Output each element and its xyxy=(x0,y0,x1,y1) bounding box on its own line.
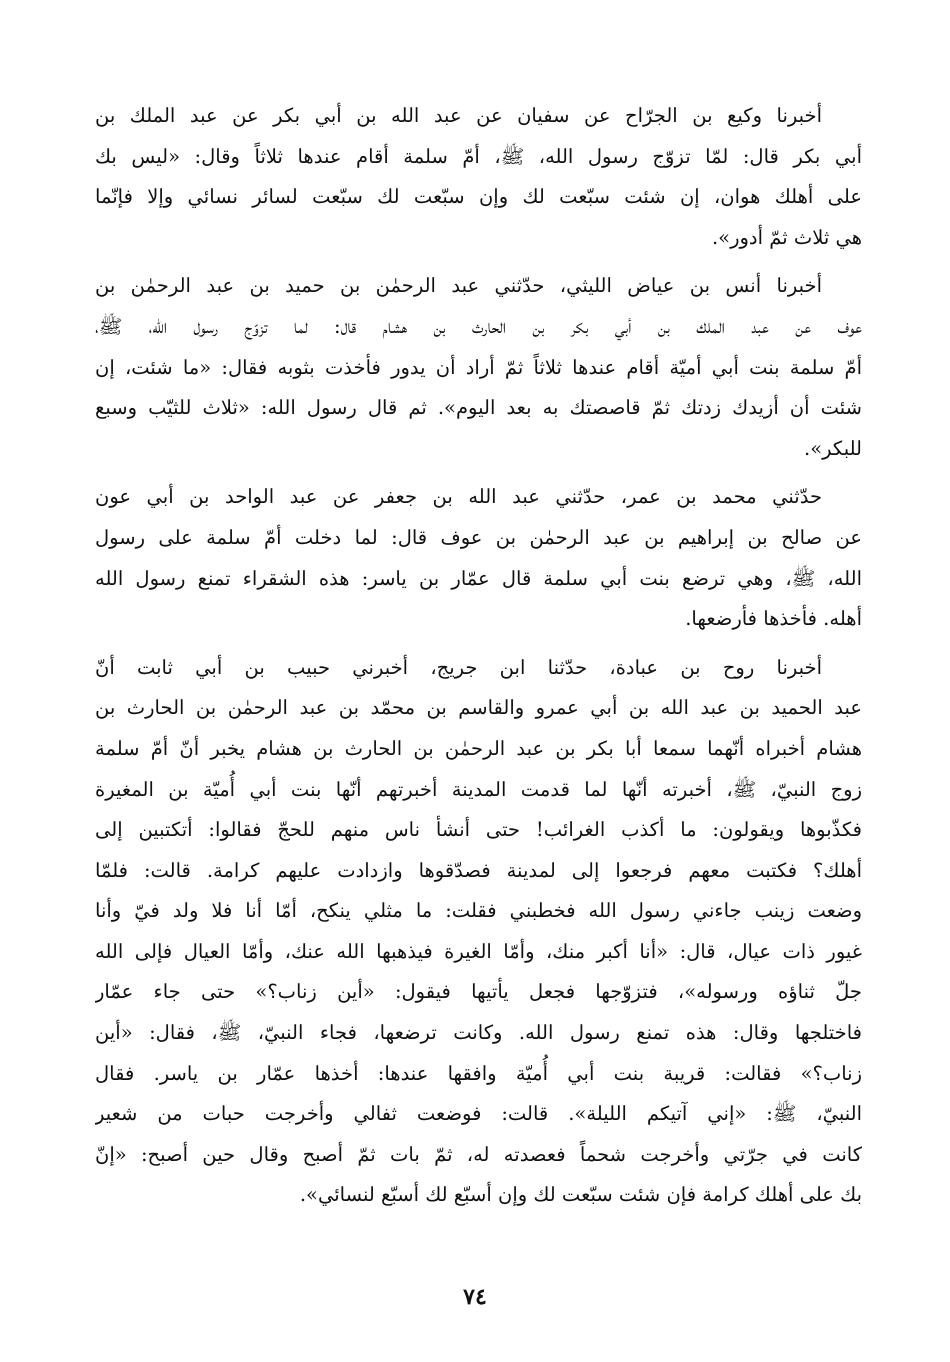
text-line: هشام أخبراه أنّهما سمعا أبا بكر بن عبد الرحمٰن بن الحارث بن هشام يخبر أنّ أمّ سلمة xyxy=(95,736,862,760)
paragraph xyxy=(95,266,862,469)
text-line: فكذّبوها ويقولون: ما أكذب الغرائب! حتى أنشأ ناس منهم للحجّ فقالوا: أتكتبين إلى xyxy=(95,818,862,842)
text-line: أمّ سلمة بنت أبي أميّة أقام عندها ثلاثاً ثمّ أراد أن يدور فأخذت بثوبه فقال: «ما شئت، إن xyxy=(95,355,862,379)
text-line: غيور ذات عيال، قال: «أنا أكبر منك، وأمّا الغيرة فيذهبها الله عنك، وأمّا العيال فإلى الله xyxy=(95,939,862,963)
paragraph xyxy=(95,477,862,639)
text-line: جلّ ثناؤه ورسوله»، فتزوّجها فجعل يأتيها فيقول: «أين زناب؟» حتى جاء عمّار xyxy=(95,980,862,1004)
text-line: أخبرنا وكيع بن الجرّاح عن سفيان عن عبد الله بن أبي بكر عن عبد الملك بن xyxy=(95,104,822,127)
text-line: فاختلجها وقال: هذه تمنع رسول الله. وكانت ترضعها، فجاء النبيّ، ﷺ، فقال: «أين xyxy=(95,1021,862,1045)
text-line: زوج النبيّ، ﷺ، أخبرته أنّها لما قدمت المدينة أخبرتهم أنّها بنت أبي أُميّة بن المغيرة xyxy=(95,777,862,801)
page-number: ٧٤ xyxy=(463,1284,487,1310)
text-line: عبد الحميد بن عبد الله بن أبي عمرو والقاسم بن محمّد بن عبد الرحمٰن بن الحارث بن xyxy=(95,696,862,720)
text-line: على أهلك هوان، إن شئت سبّعت لك وإن سبّعت لك سبّعت لسائر نسائي وإلا فإنّما xyxy=(95,185,862,209)
text-line: أهله. فأخذها فأرضعها. xyxy=(685,607,862,631)
text-line: بك على أهلك كرامة فإن شئت سبّعت لك وإن أسبّع لك أسبّع لنسائي». xyxy=(299,1183,862,1207)
text-line: زناب؟» فقالت: قريبة بنت أبي أُميّة وافقها عندها: أخذها عمّار بن ياسر. فقال xyxy=(95,1061,862,1085)
text-line: أخبرنا روح بن عبادة، حدّثنا ابن جريج، أخبرني حبيب بن أبي ثابت أنّ xyxy=(95,655,822,679)
text-line: النبيّ، ﷺ: «إني آتيكم الليلة». قالت: فوضعت ثفالي وأخرجت حبات من شعير xyxy=(95,1102,862,1126)
text-line: أهلك؟ فكتبت معهم فرجعوا إلى لمدينة فصدّقوها وازدادت عليهم كرامة. قالت: فلمّا xyxy=(95,858,862,882)
text-line: للبكر». xyxy=(804,436,862,460)
text-line: حدّثني محمد بن عمر، حدّثني عبد الله بن جعفر عن عبد الواحد بن أبي عون xyxy=(95,485,822,509)
text-line: شئت أن أزيدك زدتك ثمّ قاصصتك به بعد اليوم». ثم قال رسول الله: «ثلاث للثيّب وسبع xyxy=(95,396,862,420)
paragraph xyxy=(95,648,862,1216)
page-body-text xyxy=(95,96,862,1224)
text-line: كانت في جرّتي وأخرجت شحماً فعصدته له، ثمّ بات ثمّ أصبح وقال حين أصبح: «إنّ xyxy=(95,1142,862,1166)
text-line: أبي بكر قال: لمّا تزوّج رسول الله، ﷺ، أمّ سلمة أقام عندها ثلاثاً وقال: «ليس بك xyxy=(95,144,862,168)
text-line: وضعت زينب جاءني رسول الله فخطبني فقلت: ما مثلي ينكح، أمّا أنا فلا ولد فيّ وأنا xyxy=(95,899,862,923)
text-line: أخبرنا أنس بن عياض الليثي، حدّثني عبد الرحمٰن بن حميد بن عبد الرحمٰن بن xyxy=(95,274,822,298)
text-line: عن صالح بن إبراهيم بن عبد الرحمٰن بن عوف قال: لما دخلت أمّ سلمة على رسول xyxy=(95,525,862,549)
text-line: عوف عن عبد الملك بن أبي بكر بن الحارث بن هشام قال: لما تزوّج رسول الله، ﷺ، xyxy=(95,314,862,338)
text-line: الله، ﷺ، وهي ترضع بنت أبي سلمة قال عمّار بن ياسر: هذه الشقراء تمنع رسول الله xyxy=(95,566,862,590)
paragraph xyxy=(95,96,862,258)
text-line: هي ثلاث ثمّ أدور». xyxy=(711,225,862,249)
